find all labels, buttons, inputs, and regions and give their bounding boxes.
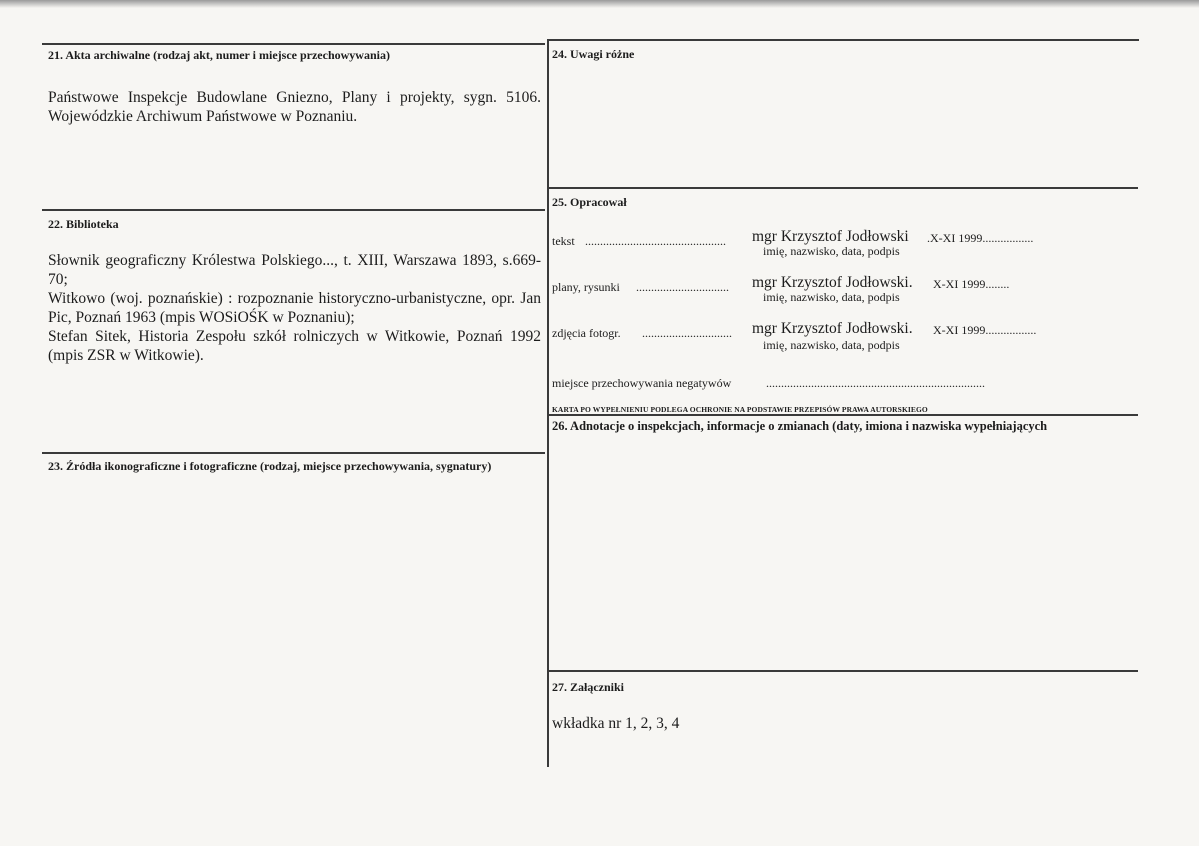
center-divider — [547, 39, 549, 767]
section-27-title: 27. Załączniki — [552, 680, 625, 694]
author-name: mgr Krzysztof Jodłowski — [752, 228, 909, 245]
date-field: X-XI 1999................. — [933, 323, 1037, 337]
rule-top-left — [42, 43, 545, 45]
section-22-entry: Stefan Sitek, Historia Zespołu szkół rolniczych w Witkowie, Poznań 1992 (mpis ZSR w Witkowie). — [48, 328, 541, 364]
row-label-text: tekst — [552, 234, 575, 248]
section-24-title: 24. Uwagi różne — [552, 47, 635, 61]
rule-sec23 — [42, 452, 545, 454]
author-name: mgr Krzysztof Jodłowski. — [752, 320, 913, 337]
section-22-title: 22. Biblioteka — [48, 217, 119, 231]
negatives-label: miejsce przechowywania negatywów — [552, 376, 732, 390]
signature-caption: imię, nazwisko, data, podpis — [763, 338, 900, 352]
row-label-photos: zdjęcia fotogr. — [552, 326, 621, 340]
section-22-entry: Słownik geograficzny Królestwa Polskiego..., t. XIII, Warszawa 1893, s.669-70; — [48, 252, 541, 288]
dot-leader: ......................................................................... — [766, 376, 985, 390]
rule-sec27 — [549, 670, 1138, 672]
section-21-title: 21. Akta archiwalne (rodzaj akt, numer i miejsce przechowywania) — [48, 48, 390, 62]
section-27-text: wkładka nr 1, 2, 3, 4 — [552, 715, 680, 732]
rule-sec25 — [549, 187, 1138, 189]
copyright-note: KARTA PO WYPEŁNIENIU PODLEGA OCHRONIE NA PODSTAWIE PRZEPISÓW PRAWA AUTORSKIEGO — [552, 405, 928, 414]
signature-caption: imię, nazwisko, data, podpis — [763, 244, 900, 258]
section-25-title: 25. Opracował — [552, 195, 627, 209]
rule-sec26 — [549, 414, 1138, 416]
signature-caption: imię, nazwisko, data, podpis — [763, 290, 900, 304]
section-22-entry: Witkowo (woj. poznańskie) : rozpoznanie historyczno-urbanistyczne, opr. Jan Pic, Poznań 1963 (mpis WOSiOŚK w Poznaniu); — [48, 290, 541, 326]
rule-top-right — [549, 39, 1139, 41]
section-23-title: 23. Źródła ikonograficzne i fotograficzne (rodzaj, miejsce przechowywania, sygnatury) — [48, 459, 492, 473]
dot-leader: ............................... — [636, 280, 729, 294]
dot-leader: .............................. — [642, 326, 732, 340]
row-label-plans: plany, rysunki — [552, 280, 620, 294]
section-26-title: 26. Adnotacje o inspekcjach, informacje o zmianach (daty, imiona i nazwiska wypełniających — [552, 419, 1048, 433]
date-field: .X-XI 1999................. — [927, 231, 1034, 245]
author-name: mgr Krzysztof Jodłowski. — [752, 274, 913, 291]
section-21-text: Państwowe Inspekcje Budowlane Gniezno, Plany i projekty, sygn. 5106. Wojewódzkie Archiwum Państwowe w Poznaniu. — [48, 89, 541, 125]
rule-sec22 — [42, 209, 545, 211]
date-field: X-XI 1999........ — [933, 277, 1010, 291]
dot-leader: ............................................... — [585, 234, 726, 248]
